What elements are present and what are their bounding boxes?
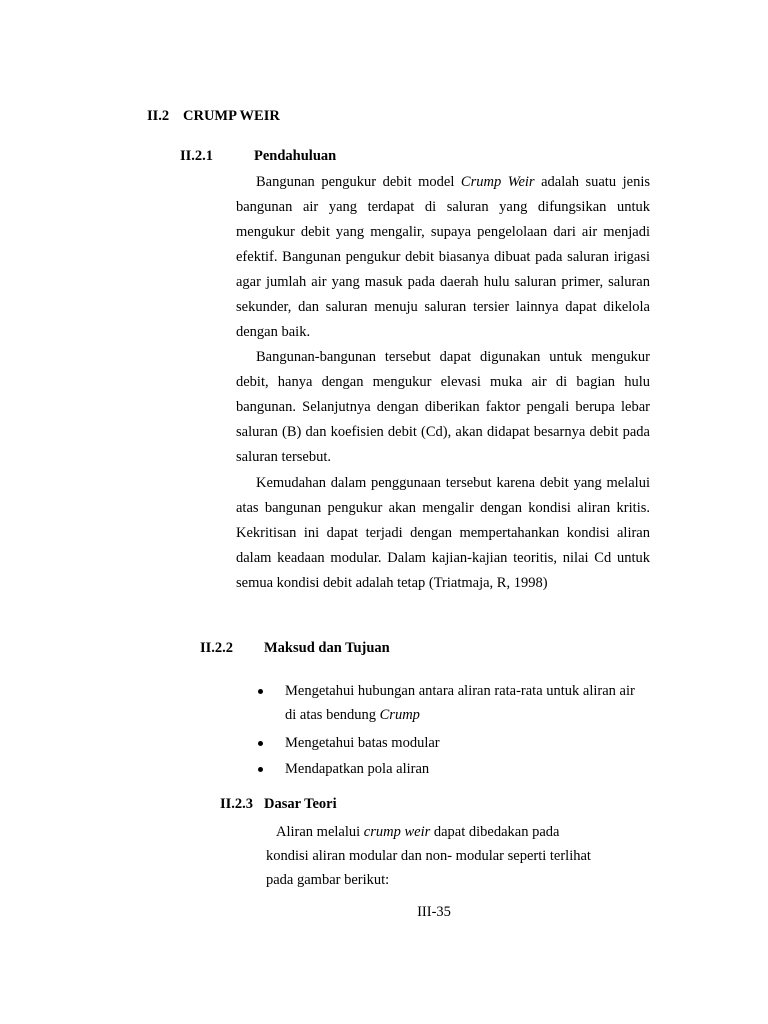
bullet-icon	[258, 689, 263, 694]
subsection-2-number: II.2.2	[200, 640, 234, 656]
section-title: CRUMP WEIR	[183, 108, 280, 124]
intro-paragraph-3: Kemudahan dalam penggunaan tersebut karena debit yang melalui atas bangunan pengukur akan mengalir dengan kondisi aliran kritis. Kekritisan ini dapat terjadi dengan mempertahankan kondisi aliran dalam keadaan modular. Dalam kajian-kajian teoritis, nilai Cd untuk semua kondisi debit adalah tetap (Triatmaja, R, 1998)	[236, 475, 650, 591]
subsection-3-number: II.2.3	[220, 796, 254, 812]
subsection-1-title: Pendahuluan	[254, 148, 337, 164]
bullet-icon	[258, 741, 263, 746]
list-item: Mendapatkan pola aliran	[258, 757, 658, 781]
page-number: III-35	[417, 904, 451, 920]
subsection-3-title: Dasar Teori	[264, 796, 337, 812]
subsection-1-number: II.2.1	[180, 148, 214, 164]
objectives-list	[258, 679, 658, 781]
bullet-icon	[258, 767, 263, 772]
section-number: II.2	[147, 108, 170, 124]
theory-paragraph: Aliran melalui crump weir dapat dibedakan pada kondisi aliran modular dan non- modular seperti terlihat pada gambar berikut:	[266, 824, 591, 888]
subsection-2-title: Maksud dan Tujuan	[264, 640, 390, 656]
list-item: Mengetahui hubungan antara aliran rata-rata untuk aliran air di atas bendung Crump	[258, 679, 645, 727]
intro-paragraph-1: Bangunan pengukur debit model Crump Weir adalah suatu jenis bangunan air yang terdapat di saluran yang difungsikan untuk mengukur debit yang mengalir, supaya pengelolaan dari air menjadi efektif. Bangunan pengukur debit biasanya dibuat pada saluran irigasi agar jumlah air yang masuk pada daerah hulu saluran primer, saluran sekunder, dan saluran menuju saluran tersier lainnya dapat dikelola dengan baik.	[236, 174, 650, 340]
list-item: Mengetahui batas modular	[258, 731, 658, 755]
intro-paragraph-2: Bangunan-bangunan tersebut dapat digunakan untuk mengukur debit, hanya dengan mengukur elevasi muka air di bagian hulu bangunan. Selanjutnya dengan diberikan faktor pengali berupa lebar saluran (B) dan koefisien debit (Cd), akan didapat besarnya debit pada saluran tersebut.	[236, 349, 650, 465]
